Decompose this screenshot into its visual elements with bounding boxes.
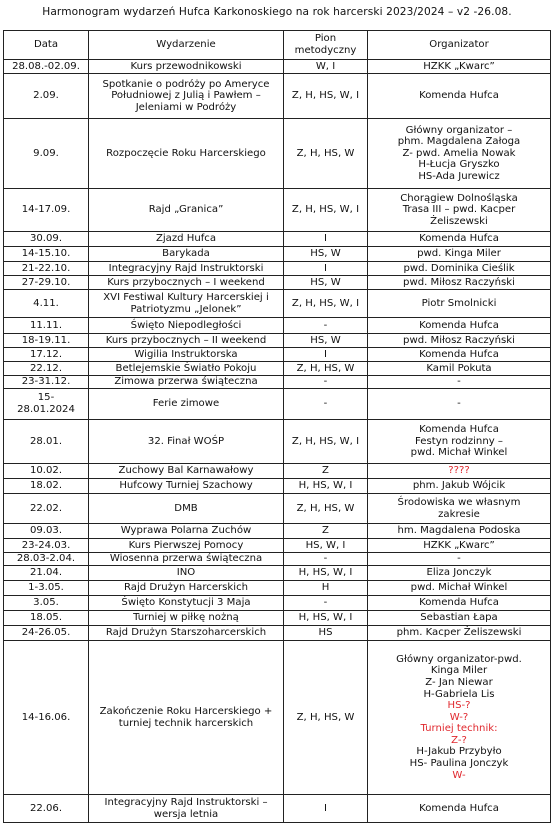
cell-date-line: 28.01. bbox=[29, 435, 63, 447]
cell-organizer bbox=[368, 581, 551, 596]
cell-event bbox=[89, 539, 284, 553]
cell-pion bbox=[284, 596, 368, 611]
cell-pion bbox=[284, 389, 368, 420]
cell-organizer-line: pwd. Michał Winkel bbox=[410, 447, 508, 459]
table-row bbox=[4, 479, 551, 494]
cell-organizer bbox=[368, 596, 551, 611]
cell-organizer bbox=[368, 119, 551, 189]
cell-organizer-line: Komenda Hufca bbox=[419, 802, 499, 814]
cell-date bbox=[4, 795, 89, 823]
cell-pion bbox=[284, 611, 368, 626]
cell-organizer-line: Piotr Smolnicki bbox=[421, 297, 497, 309]
cell-event-line: Zakończenie Roku Harcerskiego + bbox=[99, 705, 273, 717]
cell-organizer bbox=[368, 611, 551, 626]
cell-date-line: 10.02. bbox=[29, 465, 63, 477]
table-row bbox=[4, 247, 551, 262]
cell-date-line: 22.12. bbox=[29, 362, 63, 374]
table-body bbox=[4, 60, 551, 823]
table-row bbox=[4, 74, 551, 119]
cell-event-line: Jeleniami w Podróży bbox=[135, 101, 237, 113]
cell-organizer-line: Środowiska we własnym bbox=[397, 496, 521, 508]
cell-organizer-line: Z-? bbox=[451, 734, 467, 746]
cell-organizer-line: Sebastian Łapa bbox=[420, 612, 498, 624]
cell-pion-line: HS, W bbox=[310, 276, 341, 288]
cell-organizer-line: HS-? bbox=[447, 700, 471, 712]
cell-event bbox=[89, 566, 284, 581]
cell-pion-line: Z, H, HS, W, I bbox=[291, 204, 360, 216]
cell-event-line: XVI Festiwal Kultury Harcerskiej i bbox=[103, 291, 269, 303]
cell-date bbox=[4, 596, 89, 611]
cell-event bbox=[89, 247, 284, 262]
cell-pion-line: HS bbox=[318, 627, 333, 639]
cell-event bbox=[89, 389, 284, 420]
cell-event-line: Betlejemskie Światło Pokoju bbox=[115, 362, 257, 374]
cell-pion-line: - bbox=[323, 319, 328, 331]
cell-pion bbox=[284, 479, 368, 494]
cell-pion-line: Z, H, HS, W bbox=[296, 362, 355, 374]
cell-date-line: 3.05. bbox=[33, 597, 59, 609]
cell-organizer-line: H-Gabriela Lis bbox=[423, 688, 495, 700]
cell-event bbox=[89, 348, 284, 362]
cell-pion bbox=[284, 334, 368, 348]
cell-pion-line: HS, W, I bbox=[305, 539, 346, 551]
cell-date bbox=[4, 119, 89, 189]
cell-event-line: Rozpoczęcie Roku Harcerskiego bbox=[106, 147, 266, 159]
cell-event-line: 32. Finał WOŚP bbox=[147, 435, 225, 447]
cell-organizer-line: HZKK „Kwarc” bbox=[423, 539, 495, 551]
cell-event-line: Zuchowy Bal Karnawałowy bbox=[118, 465, 254, 477]
cell-organizer-line: phm. Jakub Wójcik bbox=[412, 480, 506, 492]
cell-organizer-line: H-Jakub Przybyło bbox=[416, 746, 502, 758]
cell-organizer-line: Kinga Miler bbox=[430, 665, 488, 677]
cell-date-line: 18.05. bbox=[29, 612, 63, 624]
cell-date bbox=[4, 276, 89, 290]
cell-event-line: Święto Niepodległości bbox=[130, 319, 242, 331]
cell-event bbox=[89, 611, 284, 626]
cell-date-line: 17.12. bbox=[29, 348, 63, 360]
cell-event-line: Zimowa przerwa świąteczna bbox=[114, 376, 258, 388]
cell-organizer bbox=[368, 60, 551, 74]
cell-event bbox=[89, 232, 284, 247]
cell-organizer bbox=[368, 348, 551, 362]
header-pion bbox=[284, 31, 368, 60]
cell-date bbox=[4, 479, 89, 494]
cell-date bbox=[4, 611, 89, 626]
cell-organizer bbox=[368, 74, 551, 119]
cell-date-line: 4.11. bbox=[33, 297, 59, 309]
cell-event bbox=[89, 581, 284, 596]
cell-pion bbox=[284, 464, 368, 479]
cell-organizer bbox=[368, 626, 551, 641]
cell-organizer-line: zakresie bbox=[438, 508, 480, 520]
cell-organizer bbox=[368, 389, 551, 420]
cell-event-line: Kurs przybocznych – II weekend bbox=[105, 334, 267, 346]
cell-date-line: 14-15.10. bbox=[21, 248, 71, 260]
cell-date bbox=[4, 290, 89, 318]
cell-organizer bbox=[368, 262, 551, 276]
cell-event-line: Rajd „Granica” bbox=[148, 204, 224, 216]
cell-date bbox=[4, 348, 89, 362]
cell-event bbox=[89, 276, 284, 290]
cell-pion bbox=[284, 290, 368, 318]
cell-event bbox=[89, 553, 284, 566]
cell-date bbox=[4, 232, 89, 247]
cell-date bbox=[4, 247, 89, 262]
cell-pion-line: I bbox=[324, 233, 327, 245]
cell-event bbox=[89, 318, 284, 334]
cell-event-line: Święto Konstytucji 3 Maja bbox=[121, 597, 251, 609]
cell-pion-line: Z, H, HS, W, I bbox=[291, 297, 360, 309]
cell-event bbox=[89, 74, 284, 119]
cell-pion-line: - bbox=[323, 553, 328, 565]
cell-pion bbox=[284, 524, 368, 539]
cell-organizer bbox=[368, 566, 551, 581]
cell-organizer bbox=[368, 524, 551, 539]
cell-organizer bbox=[368, 290, 551, 318]
cell-event-line: Turniej w piłkę nożną bbox=[133, 612, 239, 624]
cell-organizer bbox=[368, 362, 551, 376]
cell-event-line: Kurs przybocznych – I weekend bbox=[107, 276, 265, 288]
cell-event bbox=[89, 464, 284, 479]
cell-pion-line: - bbox=[323, 398, 328, 410]
cell-event bbox=[89, 795, 284, 823]
schedule-table bbox=[3, 30, 551, 823]
cell-pion-line: I bbox=[324, 262, 327, 274]
cell-date-line: 23-24.03. bbox=[21, 539, 71, 551]
table-row bbox=[4, 362, 551, 376]
cell-pion-line: H, HS, W, I bbox=[298, 567, 353, 579]
cell-organizer-line: pwd. Miłosz Raczyński bbox=[403, 334, 515, 346]
cell-organizer-line: Eliza Jonczyk bbox=[426, 567, 492, 579]
table-row bbox=[4, 795, 551, 823]
cell-event bbox=[89, 60, 284, 74]
cell-event bbox=[89, 376, 284, 389]
cell-event-line: Barykada bbox=[162, 248, 210, 260]
table-row bbox=[4, 119, 551, 189]
cell-pion bbox=[284, 626, 368, 641]
cell-event bbox=[89, 494, 284, 524]
cell-pion bbox=[284, 60, 368, 74]
cell-pion bbox=[284, 362, 368, 376]
cell-pion-line: Z, H, HS, W bbox=[296, 711, 355, 723]
cell-organizer-line: Festyn rodzinny – bbox=[415, 435, 503, 447]
cell-event bbox=[89, 479, 284, 494]
cell-pion bbox=[284, 247, 368, 262]
cell-pion bbox=[284, 539, 368, 553]
cell-event bbox=[89, 524, 284, 539]
cell-organizer-line: ???? bbox=[448, 465, 470, 477]
cell-pion bbox=[284, 348, 368, 362]
table-row bbox=[4, 262, 551, 276]
cell-pion-line: Z, H, HS, W, I bbox=[291, 90, 360, 102]
cell-event-line: Ferie zimowe bbox=[152, 398, 220, 410]
cell-pion bbox=[284, 189, 368, 232]
cell-event-line: INO bbox=[176, 567, 196, 579]
cell-organizer bbox=[368, 232, 551, 247]
cell-organizer-line: hm. Magdalena Podoska bbox=[397, 525, 521, 537]
cell-date bbox=[4, 420, 89, 464]
cell-organizer-line: pwd. Dominika Cieślik bbox=[403, 262, 515, 274]
cell-date bbox=[4, 524, 89, 539]
cell-organizer bbox=[368, 334, 551, 348]
cell-event bbox=[89, 362, 284, 376]
cell-pion-line: W, I bbox=[315, 60, 336, 72]
cell-pion-line: H bbox=[321, 582, 330, 594]
cell-date bbox=[4, 566, 89, 581]
table-row bbox=[4, 290, 551, 318]
table-row bbox=[4, 596, 551, 611]
cell-date-line: 27-29.10. bbox=[21, 276, 71, 288]
cell-event-line: Rajd Drużyn Starszoharcerskich bbox=[105, 627, 267, 639]
cell-organizer bbox=[368, 376, 551, 389]
cell-pion bbox=[284, 553, 368, 566]
table-row bbox=[4, 494, 551, 524]
cell-event-line: Hufcowy Turniej Szachowy bbox=[119, 480, 253, 492]
table-header-row bbox=[4, 31, 551, 60]
cell-event bbox=[89, 420, 284, 464]
cell-date bbox=[4, 60, 89, 74]
cell-organizer-line: phm. Kacper Żeliszewski bbox=[396, 627, 522, 639]
cell-pion bbox=[284, 581, 368, 596]
cell-pion-line: H, HS, W, I bbox=[298, 480, 353, 492]
cell-organizer bbox=[368, 464, 551, 479]
cell-organizer bbox=[368, 420, 551, 464]
cell-event bbox=[89, 626, 284, 641]
cell-date bbox=[4, 376, 89, 389]
cell-pion-line: Z bbox=[322, 465, 329, 477]
cell-pion bbox=[284, 494, 368, 524]
cell-event bbox=[89, 641, 284, 795]
table-row bbox=[4, 189, 551, 232]
cell-date-line: 18-19.11. bbox=[21, 334, 71, 346]
cell-event-line: Integracyjny Rajd Instruktorski – bbox=[104, 796, 268, 808]
cell-organizer bbox=[368, 494, 551, 524]
cell-date-line: 14-17.09. bbox=[21, 204, 71, 216]
cell-date-line: 23-31.12. bbox=[21, 376, 71, 388]
cell-date bbox=[4, 189, 89, 232]
cell-date bbox=[4, 318, 89, 334]
table-row bbox=[4, 318, 551, 334]
cell-organizer-line: Komenda Hufca bbox=[419, 90, 499, 102]
cell-pion bbox=[284, 795, 368, 823]
cell-event-line: Integracyjny Rajd Instruktorski bbox=[108, 262, 264, 274]
cell-pion bbox=[284, 232, 368, 247]
cell-organizer-line: Główny organizator-pwd. bbox=[396, 653, 522, 665]
cell-pion bbox=[284, 420, 368, 464]
header-date: Data bbox=[4, 31, 89, 60]
cell-organizer-line: W-? bbox=[449, 711, 469, 723]
cell-organizer bbox=[368, 795, 551, 823]
cell-pion bbox=[284, 276, 368, 290]
cell-pion-line: HS, W bbox=[310, 334, 341, 346]
table-row bbox=[4, 334, 551, 348]
cell-event-line: DMB bbox=[174, 502, 198, 514]
cell-pion bbox=[284, 318, 368, 334]
cell-date-line: 2.09. bbox=[33, 90, 59, 102]
cell-date bbox=[4, 362, 89, 376]
cell-organizer-line: Komenda Hufca bbox=[419, 597, 499, 609]
cell-pion bbox=[284, 74, 368, 119]
cell-event-line: Zjazd Hufca bbox=[155, 233, 217, 245]
cell-organizer-line: Żeliszewski bbox=[430, 215, 488, 227]
cell-pion-line: Z bbox=[322, 525, 329, 537]
cell-organizer-line: Komenda Hufca bbox=[419, 233, 499, 245]
cell-event bbox=[89, 262, 284, 276]
header-pion-line: Pion bbox=[314, 33, 337, 45]
table-row bbox=[4, 348, 551, 362]
cell-event-line: Kurs Pierwszej Pomocy bbox=[128, 539, 244, 551]
cell-date-line: 28.03-2.04. bbox=[16, 553, 76, 565]
cell-date-line: 30.09. bbox=[29, 233, 63, 245]
cell-event-line: Patriotyzmu „Jelonek” bbox=[130, 303, 242, 315]
cell-pion bbox=[284, 262, 368, 276]
table-row bbox=[4, 553, 551, 566]
cell-date-line: 18.02. bbox=[29, 480, 63, 492]
cell-date-line: 22.02. bbox=[29, 502, 63, 514]
cell-pion bbox=[284, 119, 368, 189]
cell-organizer-line: Komenda Hufca bbox=[419, 424, 499, 436]
cell-organizer-line: Główny organizator – bbox=[405, 124, 513, 136]
cell-pion-line: Z, H, HS, W bbox=[296, 147, 355, 159]
cell-event bbox=[89, 334, 284, 348]
cell-pion bbox=[284, 566, 368, 581]
cell-pion-line: H, HS, W, I bbox=[298, 612, 353, 624]
cell-organizer bbox=[368, 641, 551, 795]
cell-organizer bbox=[368, 189, 551, 232]
cell-event-line: Wiosenna przerwa świąteczna bbox=[109, 553, 263, 565]
cell-event bbox=[89, 189, 284, 232]
cell-pion bbox=[284, 376, 368, 389]
cell-date-line: 28.01.2024 bbox=[17, 404, 75, 415]
cell-event-line: Południowej z Julią i Pawłem – bbox=[111, 90, 261, 102]
cell-pion-line: Z, H, HS, W bbox=[296, 502, 355, 514]
table-row bbox=[4, 641, 551, 795]
cell-organizer-line: pwd. Kinga Miler bbox=[417, 248, 501, 260]
cell-organizer-line: HS- Paulina Jonczyk bbox=[409, 758, 509, 770]
header-event: Wydarzenie bbox=[89, 31, 284, 60]
cell-date bbox=[4, 641, 89, 795]
cell-date-line: 9.09. bbox=[33, 147, 59, 159]
cell-organizer bbox=[368, 553, 551, 566]
cell-date bbox=[4, 539, 89, 553]
cell-event-line: Spotkanie o podróży po Ameryce bbox=[102, 78, 270, 90]
document-title: Harmonogram wydarzeń Hufca Karkonoskiego na rok harcerski 2023/2024 – v2 -26.08. bbox=[42, 6, 512, 18]
cell-organizer-line: H-Łucja Gryszko bbox=[418, 159, 500, 171]
cell-date-line: 1-3.05. bbox=[28, 582, 64, 594]
cell-organizer-line: Komenda Hufca bbox=[419, 319, 499, 331]
cell-pion-line: HS, W bbox=[310, 248, 341, 260]
cell-event-line: Rajd Drużyn Harcerskich bbox=[123, 582, 249, 594]
cell-organizer bbox=[368, 318, 551, 334]
cell-organizer-line: - bbox=[457, 398, 461, 410]
cell-event-line: Wyprawa Polarna Zuchów bbox=[120, 525, 252, 537]
cell-organizer-line: Kamil Pokuta bbox=[426, 362, 492, 374]
cell-organizer-line: Z- Jan Niewar bbox=[425, 676, 493, 688]
cell-event-line: turniej technik harcerskich bbox=[118, 717, 254, 729]
cell-organizer-line: - bbox=[457, 376, 461, 388]
cell-organizer-line: HS-Ada Jurewicz bbox=[418, 170, 500, 182]
table-row bbox=[4, 60, 551, 74]
cell-event bbox=[89, 290, 284, 318]
cell-organizer-line: phm. Magdalena Załoga bbox=[397, 136, 521, 148]
cell-pion-line: - bbox=[323, 376, 328, 388]
cell-event bbox=[89, 119, 284, 189]
cell-organizer bbox=[368, 539, 551, 553]
table-row bbox=[4, 420, 551, 464]
table-row bbox=[4, 389, 551, 420]
table-row bbox=[4, 464, 551, 479]
cell-organizer-line: Chorągiew Dolnośląska bbox=[400, 192, 518, 204]
table-row bbox=[4, 376, 551, 389]
table-row bbox=[4, 276, 551, 290]
header-pion-line: metodyczny bbox=[294, 45, 357, 56]
cell-organizer bbox=[368, 247, 551, 262]
cell-date bbox=[4, 626, 89, 641]
cell-pion-line: Z, H, HS, W, I bbox=[291, 435, 360, 447]
cell-pion-line: I bbox=[324, 348, 327, 360]
table-row bbox=[4, 611, 551, 626]
cell-organizer-line: pwd. Miłosz Raczyński bbox=[403, 276, 515, 288]
cell-date-line: 09.03. bbox=[29, 525, 63, 537]
cell-date-line: 24-26.05. bbox=[21, 627, 71, 639]
cell-date-line: 15- bbox=[37, 392, 55, 404]
cell-pion bbox=[284, 641, 368, 795]
cell-organizer-line: Z- pwd. Amelia Nowak bbox=[402, 147, 516, 159]
cell-organizer-line: W- bbox=[452, 769, 466, 781]
header-organizer: Organizator bbox=[368, 31, 551, 60]
cell-date bbox=[4, 262, 89, 276]
cell-organizer-line: Trasa III – pwd. Kacper bbox=[402, 204, 516, 216]
cell-pion-line: I bbox=[324, 802, 327, 814]
cell-date bbox=[4, 494, 89, 524]
cell-organizer-line: pwd. Michał Winkel bbox=[410, 582, 508, 594]
cell-event-line: wersja letnia bbox=[153, 808, 219, 820]
cell-date bbox=[4, 581, 89, 596]
table-row bbox=[4, 566, 551, 581]
cell-date bbox=[4, 464, 89, 479]
table-row bbox=[4, 626, 551, 641]
cell-organizer bbox=[368, 479, 551, 494]
table-row bbox=[4, 539, 551, 553]
cell-date-line: 28.08.-02.09. bbox=[12, 60, 80, 72]
cell-organizer-line: Komenda Hufca bbox=[419, 348, 499, 360]
cell-event-line: Wigilia Instruktorska bbox=[134, 348, 238, 360]
table-row bbox=[4, 232, 551, 247]
cell-organizer-line: HZKK „Kwarc” bbox=[423, 60, 495, 72]
cell-date bbox=[4, 389, 89, 420]
cell-organizer-line: Turniej technik: bbox=[420, 723, 498, 735]
cell-date bbox=[4, 553, 89, 566]
cell-organizer-line: - bbox=[457, 553, 461, 565]
cell-date bbox=[4, 74, 89, 119]
table-row bbox=[4, 524, 551, 539]
cell-event bbox=[89, 596, 284, 611]
cell-date-line: 11.11. bbox=[29, 319, 63, 331]
cell-pion-line: - bbox=[323, 597, 328, 609]
cell-event-line: Kurs przewodnikowski bbox=[130, 60, 242, 72]
cell-date-line: 21.04. bbox=[29, 567, 63, 579]
cell-date bbox=[4, 334, 89, 348]
cell-date-line: 14-16.06. bbox=[21, 711, 71, 723]
cell-date-line: 22.06. bbox=[29, 802, 63, 814]
cell-organizer bbox=[368, 276, 551, 290]
cell-date-line: 21-22.10. bbox=[21, 262, 71, 274]
table-row bbox=[4, 581, 551, 596]
